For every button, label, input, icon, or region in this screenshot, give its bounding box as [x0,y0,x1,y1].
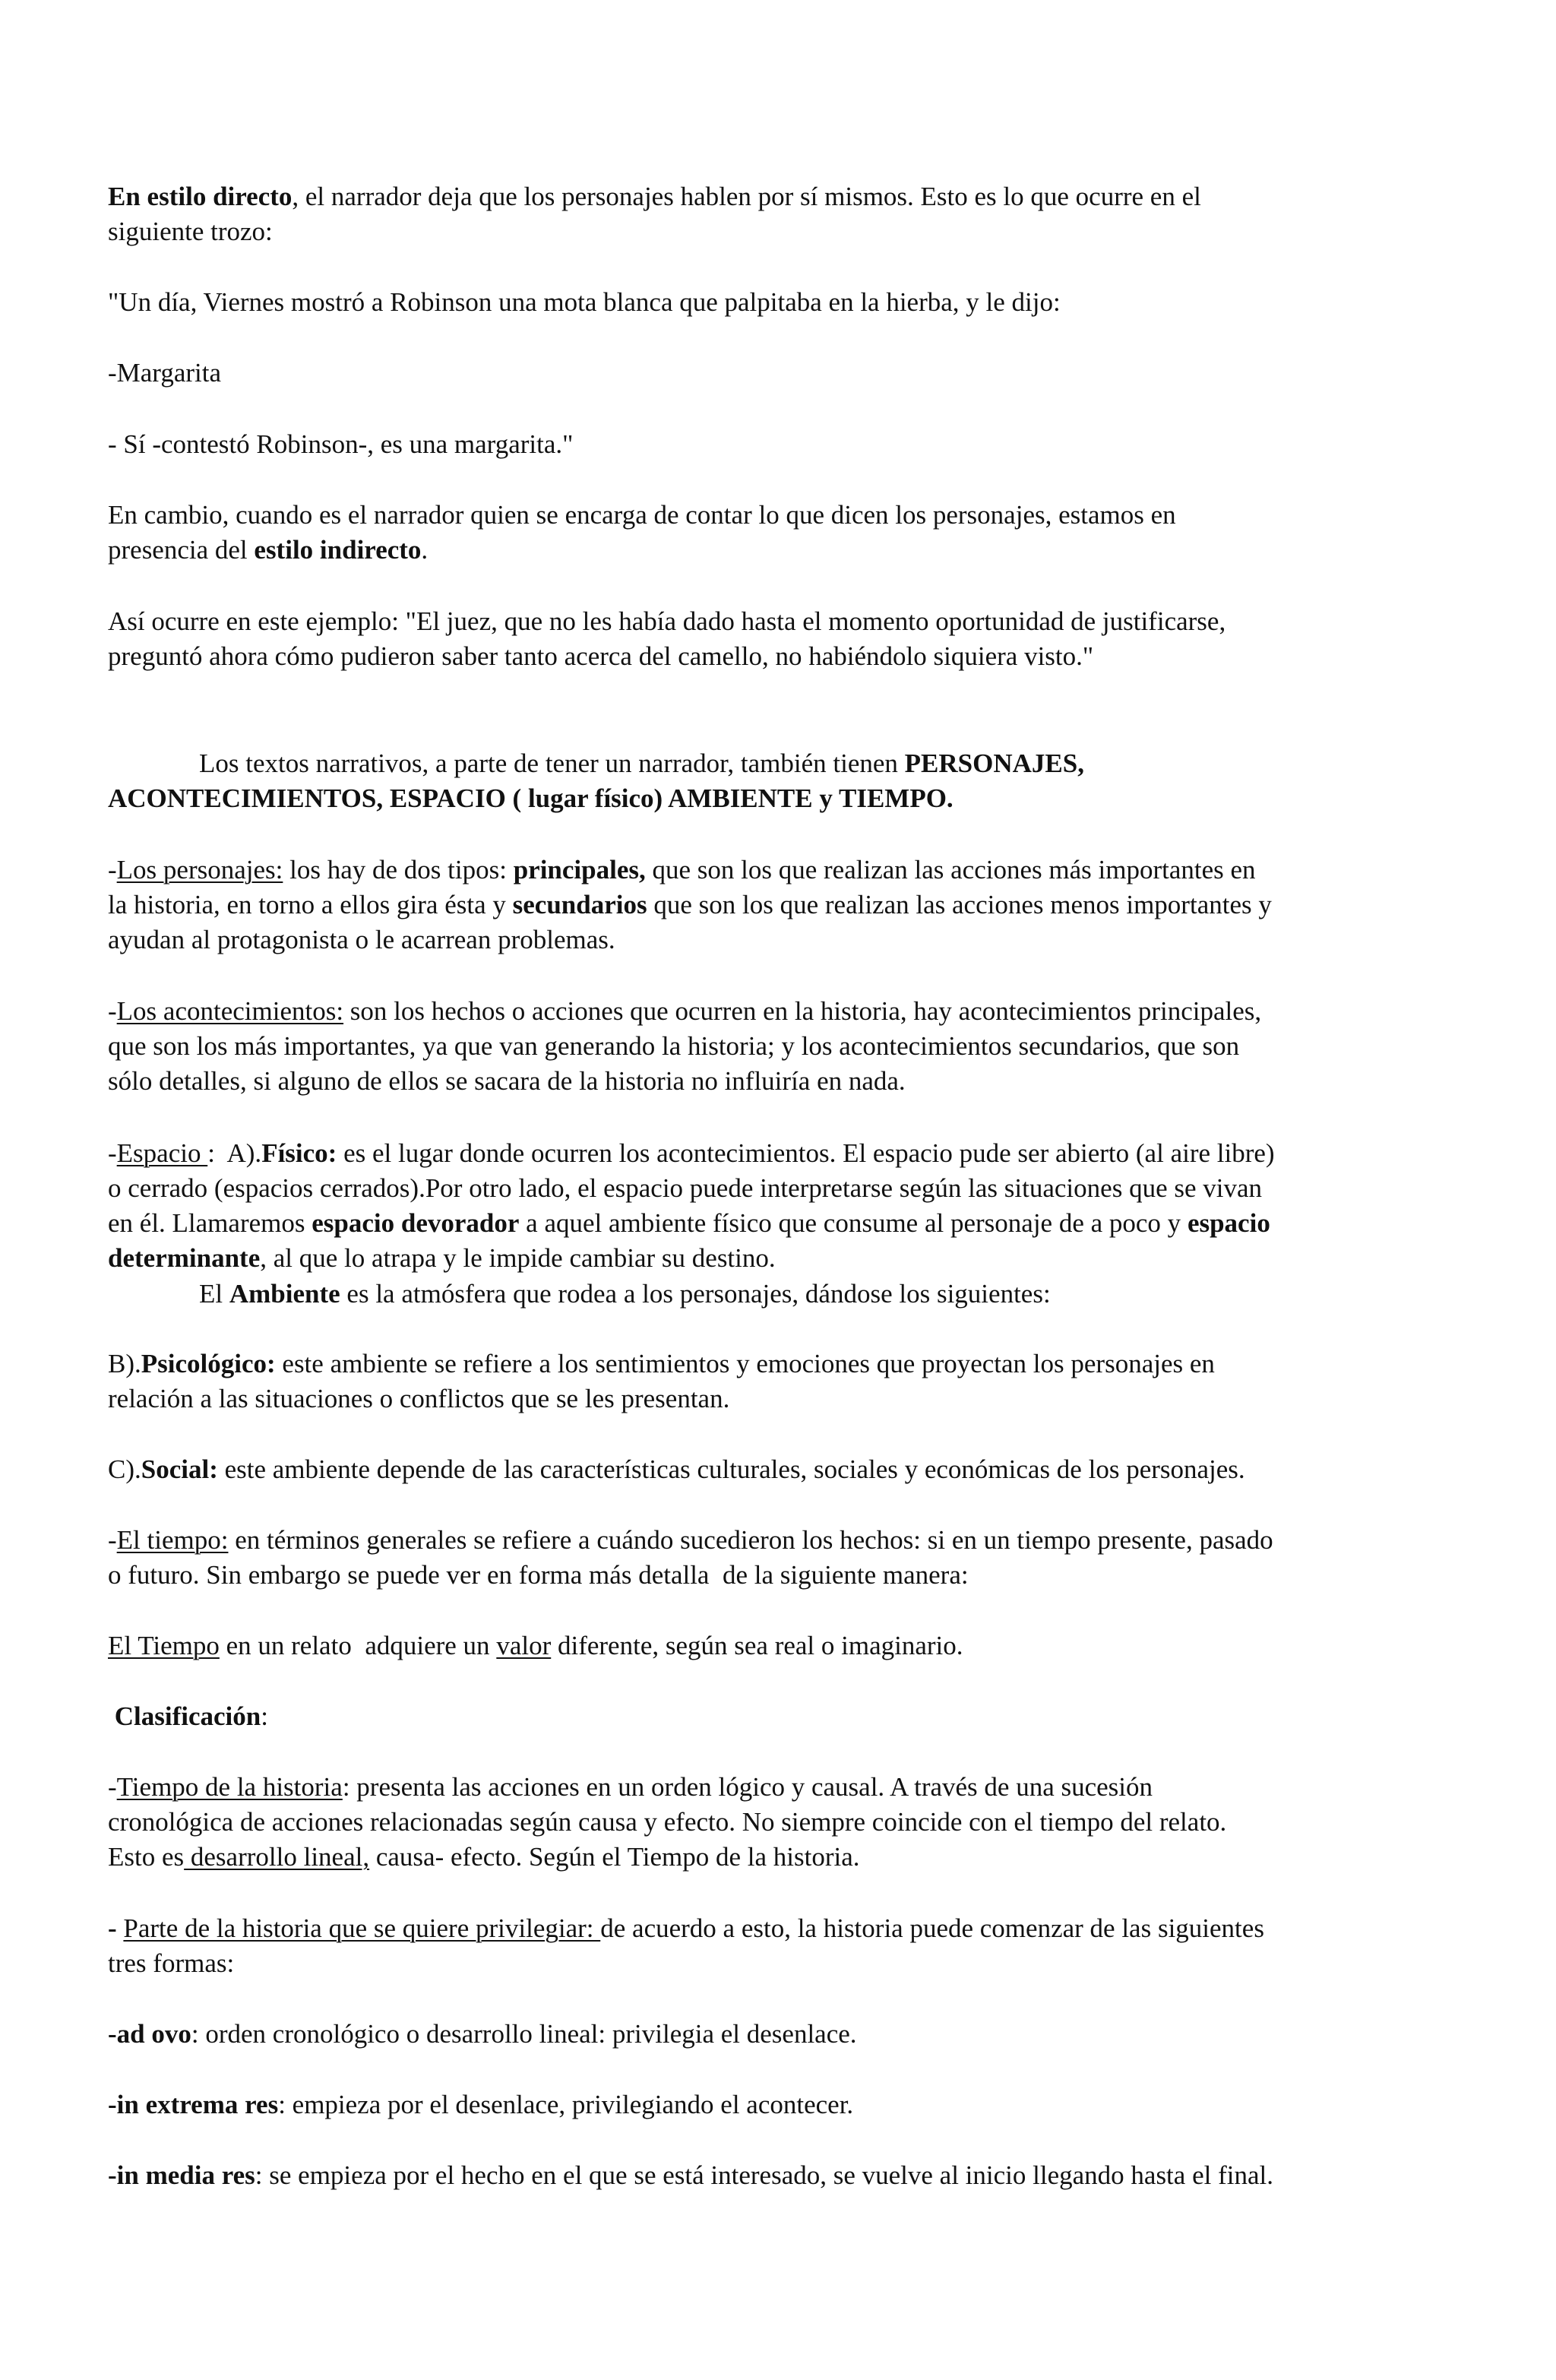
bold-term: -ad ovo [108,2019,191,2049]
paragraph-personajes [108,853,1468,957]
text-run: la historia, en torno a ellos gira ésta y [108,890,513,919]
text-run: "Un día, Viernes mostró a Robinson una mota blanca que palpitaba en la hierba, y le dijo: [108,287,1061,317]
bold-term: espacio devorador [312,1208,520,1238]
text-run: a aquel ambiente físico que consume al personaje de a poco y [519,1208,1188,1238]
text-run: -Margarita [108,358,222,388]
paragraph-quote-line-3 [108,427,1468,462]
underlined-heading: El Tiempo [108,1631,220,1660]
text-run: , el narrador deja que los personajes hablen por sí mismos. Esto es lo que ocurre en el [292,182,1201,211]
paragraph-elementos-narrativos [108,746,1468,816]
text-run: - [108,1525,117,1555]
text-run: es el lugar donde ocurren los acontecimientos. El espacio pude ser abierto (al aire libre) [337,1138,1275,1168]
text-run: o cerrado (espacios cerrados).Por otro lado, el espacio puede interpretarse según las situaciones que se vivan [108,1173,1263,1203]
text-run: - Sí -contestó Robinson-, es una margarita." [108,429,574,459]
paragraph-estilo-directo [108,179,1468,249]
text-run: causa- efecto. Según el Tiempo de la historia. [369,1842,860,1872]
text-run: en un relato adquiere un [219,1631,497,1660]
text-run: : [261,1701,268,1731]
paragraph-ambiente [108,1277,1468,1312]
text-run: - [108,1772,117,1802]
text-run: El [199,1279,229,1309]
text-run: en términos generales se refiere a cuándo sucedieron los hechos: si en un tiempo presente, pasado [228,1525,1273,1555]
text-run: B). [108,1349,141,1378]
text-run: - [108,996,117,1026]
underlined-term: valor [496,1631,552,1660]
text-run: - [108,855,117,885]
text-run: - [108,1138,117,1168]
underlined-heading: Los acontecimientos: [116,996,344,1026]
text-run: sólo detalles, si alguno de ellos se sacara de la historia no influiría en nada. [108,1066,906,1096]
text-run: presencia del [108,535,255,565]
text-run: C). [108,1454,141,1484]
text-run: este ambiente se refiere a los sentimientos y emociones que proyectan los personajes en [275,1349,1215,1378]
bold-term: Psicológico: [141,1349,276,1378]
text-run: : se empieza por el hecho en el que se está interesado, se vuelve al inicio llegando hasta el final. [255,2160,1273,2190]
underlined-heading: Espacio [116,1138,208,1168]
paragraph-espacio [108,1136,1468,1276]
text-run: cronológica de acciones relacionadas según causa y efecto. No siempre coincide con el tiempo del relato. [108,1807,1227,1837]
text-run: . [421,535,429,565]
bold-term: ACONTECIMIENTOS, ESPACIO ( lugar físico) AMBIENTE y TIEMPO. [108,783,954,813]
text-run: este ambiente depende de las características culturales, sociales y económicas de los personajes. [217,1454,1245,1484]
text-run: siguiente trozo: [108,217,273,246]
bold-term: -in extrema res [108,2090,279,2119]
paragraph-in-media-res [108,2158,1468,2193]
underlined-heading: Parte de la historia que se quiere privilegiar: [123,1913,601,1943]
underlined-heading: Tiempo de la historia [116,1772,343,1802]
paragraph-psicologico [108,1347,1468,1416]
text-run: Esto es [108,1842,185,1872]
paragraph-ad-ovo [108,2017,1468,2052]
text-run: que son los más importantes, ya que van generando la historia; y los acontecimientos secundarios, que son [108,1031,1240,1061]
bold-term: estilo indirecto [254,535,422,565]
bold-term: secundarios [512,890,647,919]
bold-term: Social: [141,1454,218,1484]
text-run: que son los que realizan las acciones menos importantes y [647,890,1272,919]
paragraph-privilegiar [108,1911,1468,1981]
bold-term: determinante [108,1243,261,1273]
paragraph-tiempo [108,1523,1468,1593]
bold-term: Físico: [261,1138,337,1168]
bold-term: Ambiente [229,1279,340,1309]
text-run: que son los que realizan las acciones más importantes en [645,855,1256,885]
text-run: Los textos narrativos, a parte de tener un narrador, también tienen [199,748,905,778]
paragraph-tiempo-valor [108,1628,1468,1663]
paragraph-social [108,1452,1468,1487]
text-run: ayudan al protagonista o le acarrean problemas. [108,925,615,954]
text-run: Así ocurre en este ejemplo: "El juez, que no les había dado hasta el momento oportunidad de justificarse, [108,606,1226,636]
text-run: son los hechos o acciones que ocurren en la historia, hay acontecimientos principales, [343,996,1262,1026]
bold-term: espacio [1187,1208,1270,1238]
bold-term: - [108,1913,124,1943]
section-heading: Clasificación [108,1701,261,1731]
paragraph-estilo-indirecto [108,498,1468,568]
paragraph-acontecimientos [108,994,1468,1099]
text-run: : A). [207,1138,262,1168]
underlined-term: desarrollo lineal, [184,1842,370,1872]
text-run: , al que lo atrapa y le impide cambiar su destino. [260,1243,776,1273]
text-run: : orden cronológico o desarrollo lineal: privilegia el desenlace. [191,2019,857,2049]
paragraph-clasificacion [108,1699,1468,1734]
text-run: : presenta las acciones en un orden lógico y causal. A través de una sucesión [342,1772,1153,1802]
paragraph-tiempo-historia [108,1770,1468,1875]
bold-term: PERSONAJES, [904,748,1084,778]
text-run: En cambio, cuando es el narrador quien se encarga de contar lo que dicen los personajes, estamos en [108,500,1176,530]
underlined-heading: Los personajes: [116,855,283,885]
text-run: tres formas: [108,1948,235,1978]
paragraph-quote-line-2 [108,356,1468,391]
bold-term: En estilo directo [108,182,293,211]
underlined-heading: El tiempo: [116,1525,229,1555]
text-run: preguntó ahora cómo pudieron saber tanto acerca del camello, no habiéndolo siquiera visto." [108,641,1094,671]
text-run: en él. Llamaremos [108,1208,312,1238]
text-run: es la atmósfera que rodea a los personajes, dándose los siguientes: [340,1279,1051,1309]
text-run: relación a las situaciones o conflictos que se les presentan. [108,1384,730,1413]
text-run: los hay de dos tipos: [283,855,514,885]
text-run: : empieza por el desenlace, privilegiando el acontecer. [278,2090,854,2119]
text-run: de acuerdo a esto, la historia puede comenzar de las siguientes [600,1913,1264,1943]
paragraph-in-extrema-res [108,2087,1468,2122]
paragraph-ejemplo [108,604,1468,674]
paragraph-quote-line-1 [108,285,1468,320]
bold-term: principales, [513,855,646,885]
text-run: diferente, según sea real o imaginario. [551,1631,963,1660]
bold-term: -in media res [108,2160,255,2190]
text-run: o futuro. Sin embargo se puede ver en forma más detalla de la siguiente manera: [108,1560,969,1590]
